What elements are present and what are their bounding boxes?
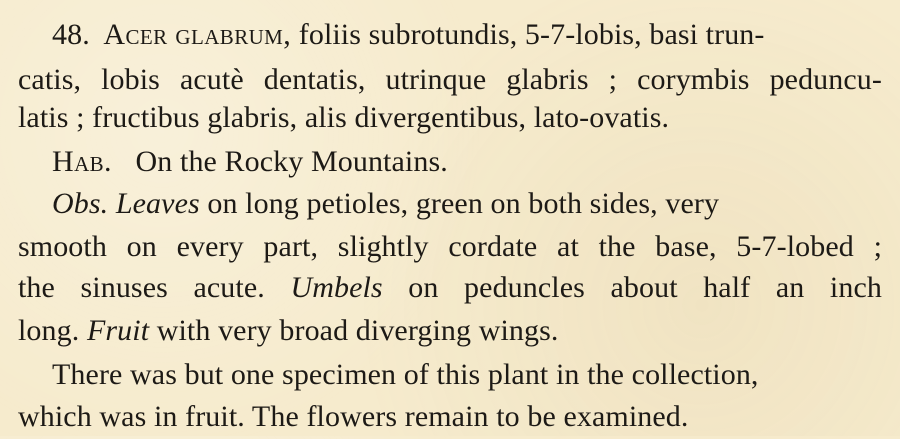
entry-line-1 (52, 13, 900, 57)
obs-line-1-text: on long petioles, green on both sides, very (207, 187, 720, 220)
obs-line-4-text: with very broad diverging wings. (156, 314, 559, 347)
obs-line-3 (18, 266, 882, 310)
umbels-word: Umbels (290, 271, 383, 304)
habitat-label: Hab. (52, 145, 112, 178)
entry-line-3 (18, 96, 900, 140)
obs-line-4 (18, 309, 900, 353)
species-name: Acer glabrum, (103, 18, 292, 51)
habitat-text: On the Rocky Mountains. (135, 145, 448, 178)
note-line-1 (52, 353, 900, 397)
entry-line-2-text: catis, lobis acutè dentatis, utrinque glabris ; corymbis peduncu- (18, 63, 882, 96)
obs-line-4-pre: long. (18, 314, 80, 347)
note-line-2-text: which was in fruit. The flowers remain to be examined. (18, 400, 689, 433)
obs-label: Obs. (52, 187, 109, 220)
obs-line-2 (18, 225, 882, 269)
leaves-word: Leaves (115, 187, 200, 220)
entry-number: 48. (52, 18, 90, 51)
note-line-2 (18, 395, 900, 439)
fruit-word: Fruit (86, 314, 150, 347)
obs-line-3-text: on peduncles about half an inch (408, 271, 882, 304)
entry-line-3-text: latis ; fructibus glabris, alis divergentibus, lato-ovatis. (18, 101, 670, 134)
entry-line-1-text: foliis subrotundis, 5-7-lobis, basi trun- (298, 18, 765, 51)
habitat-line (52, 140, 900, 184)
obs-line-3-pre: the sinuses acute. (18, 271, 265, 304)
obs-line-2-text: smooth on every part, slightly cordate at the base, 5-7-lobed ; (18, 230, 882, 263)
obs-line-1 (52, 182, 900, 226)
note-line-1-text: There was but one specimen of this plant in the collection, (52, 358, 759, 391)
